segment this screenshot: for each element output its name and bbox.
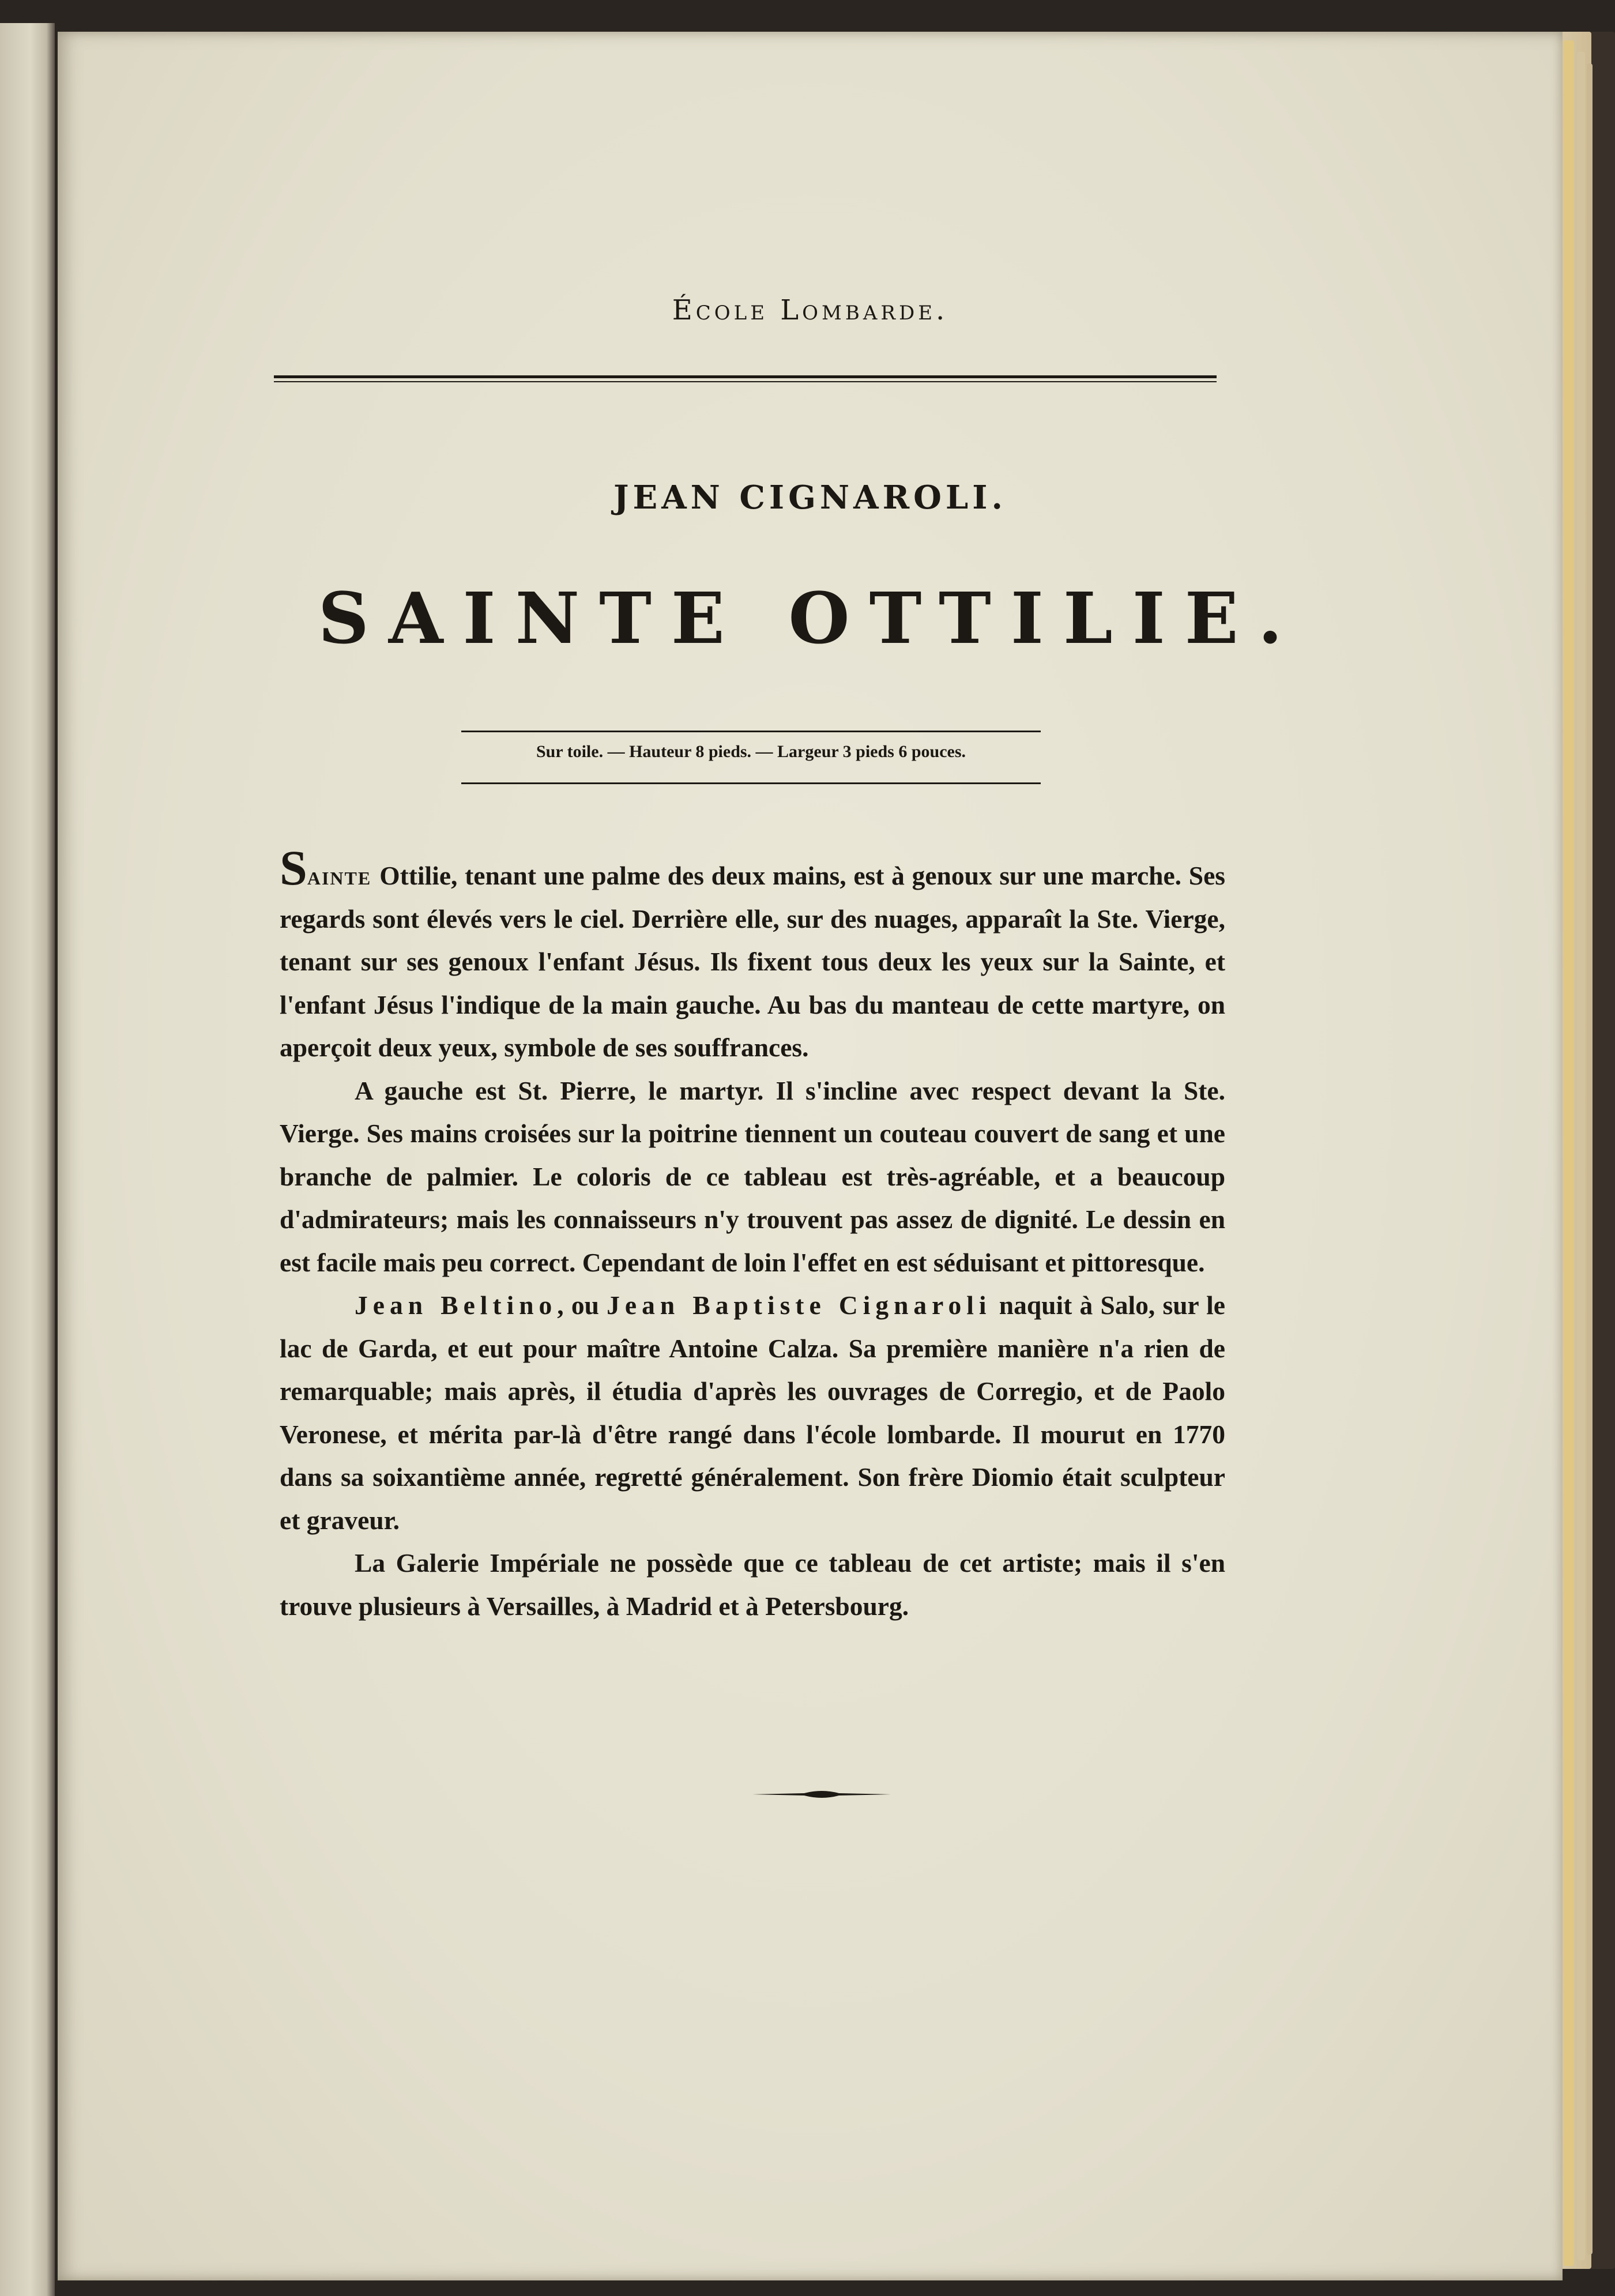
page-stack-edge xyxy=(1577,52,1585,2260)
paragraph-critique: A gauche est St. Pierre, le martyr. Il s'incline avec respect devant la Ste. Vierge. Ses mains croisées sur la poitrine tiennent un couteau couvert de sang et une branche de palmier. Le coloris de ce tableau est très-agréable, et a beaucoup d'admirateurs; mais les connaisseurs n'y trouvent pas assez de dignité. Le dessin en est facile mais peu correct. Cependant de loin l'effet en est séduisant et pittoresque. xyxy=(280,1075,1225,1277)
paragraph-biography xyxy=(280,1284,1225,1542)
opening-word: ainte xyxy=(307,861,372,890)
paragraph-collection: La Galerie Impériale ne possède que ce tableau de cet artiste; mais il s'en trouve plusieurs à Versailles, à Madrid et à Petersbourg. xyxy=(280,1548,1225,1621)
dimensions-bottom-rule xyxy=(461,782,1041,784)
dimensions-top-rule xyxy=(461,731,1041,732)
body-text xyxy=(280,840,1225,1628)
paragraph-text: , ou xyxy=(557,1290,607,1320)
book-page xyxy=(58,32,1563,2280)
gilt-page-edge xyxy=(1564,40,1574,2266)
page-stack-edge xyxy=(1587,63,1593,2254)
paragraph-text: naquit à Salo, sur le lac de Garda, et eut pour maître Antoine Calza. Sa première manière n'a rien de remarquable; mais après, il étudia d'après les ouvrages de Corregio, et de Paolo Veronese, et mérita par-là d'être rangé dans l'école lombarde. Il mourut en 1770 dans sa soixantième année, regretté généralement. Son frère Diomio était sculpteur et graveur. xyxy=(280,1290,1225,1535)
facing-page-edge xyxy=(0,23,55,2296)
running-head: École Lombarde. xyxy=(672,294,948,326)
header-double-rule xyxy=(274,375,1217,382)
drop-cap: S xyxy=(280,840,307,895)
page-title: SAINTE OTTILIE. xyxy=(318,577,1302,660)
end-ornament xyxy=(752,1787,891,1801)
paragraph-description xyxy=(280,840,1225,1070)
paragraph-text: Ottilie, tenant une palme des deux mains, est à genoux sur une marche. Ses regards sont élevés vers le ciel. Derrière elle, sur des nuages, apparaît la Ste. Vierge, tenant sur ses genoux l'enfant Jésus. Ils fixent tous deux les yeux sur la Sainte, et l'enfant Jésus l'indique de la main gauche. Au bas du manteau de cette martyre, on aperçoit deux yeux, symbole de ses souffrances. xyxy=(280,861,1225,1062)
painting-dimensions: Sur toile. — Hauteur 8 pieds. — Largeur 3 pieds 6 pouces. xyxy=(536,742,966,761)
artist-alias: Jean Beltino xyxy=(355,1290,558,1320)
artist-full-name: Jean Baptiste Cignaroli xyxy=(607,1290,992,1320)
artist-name: JEAN CIGNAROLI. xyxy=(613,479,1007,517)
